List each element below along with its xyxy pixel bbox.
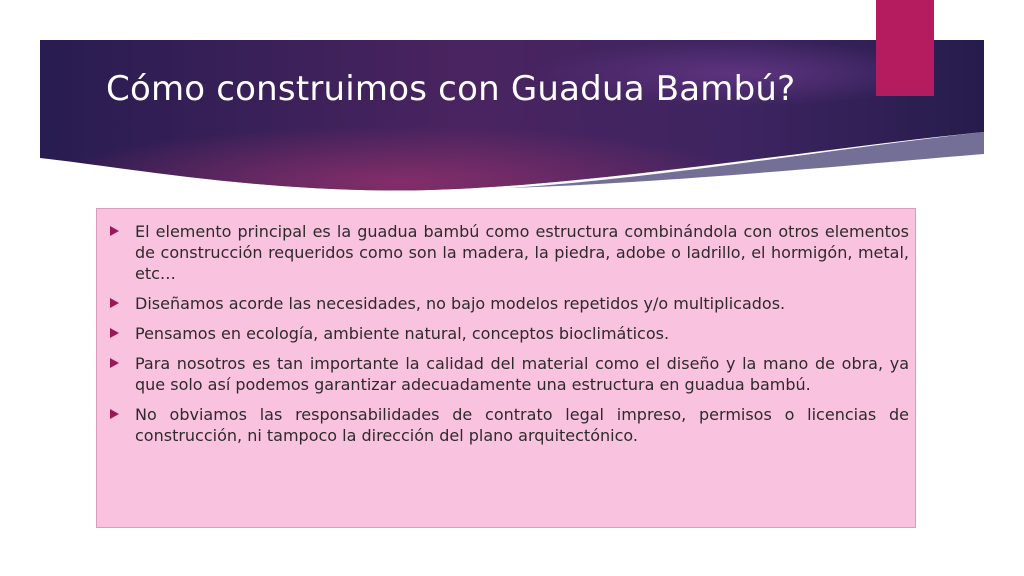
bullet-list (97, 209, 915, 446)
triangle-right-icon (110, 328, 119, 338)
slide-title: Cómo construimos con Guadua Bambú? (106, 69, 796, 109)
triangle-right-icon (110, 226, 119, 236)
bullet-text: Para nosotros es tan importante la calidad del material como el diseño y la mano de obra, ya que solo así podemos garantizar adecuadamente una estructura en guadua bambú. (135, 354, 909, 394)
accent-tab (876, 0, 934, 96)
title-banner (40, 40, 984, 192)
triangle-right-icon (110, 409, 119, 419)
bullet-text: Pensamos en ecología, ambiente natural, conceptos bioclimáticos. (135, 324, 670, 343)
bullet-text: No obviamos las responsabilidades de contrato legal impreso, permisos o licencias de construcción, ni tampoco la dirección del plano arquitectónico. (135, 405, 909, 445)
bullet-text: Diseñamos acorde las necesidades, no bajo modelos repetidos y/o multiplicados. (135, 294, 786, 313)
bullet-item (107, 221, 909, 284)
triangle-right-icon (110, 358, 119, 368)
bullet-item (107, 404, 909, 446)
bullet-text: El elemento principal es la guadua bambú como estructura combinándola con otros elementos de construcción requeridos como son la madera, la piedra, adobe o ladrillo, el hormigón, metal, etc… (135, 222, 909, 283)
bullet-item (107, 353, 909, 395)
content-box (96, 208, 916, 528)
triangle-right-icon (110, 298, 119, 308)
bullet-item (107, 323, 909, 344)
bullet-item (107, 293, 909, 314)
